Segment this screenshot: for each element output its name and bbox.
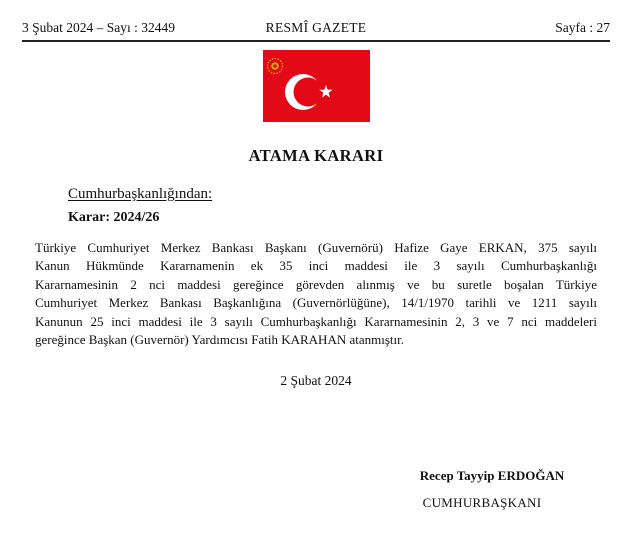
body-line: Kanunun 25 inci maddesi ile 3 sayılı Cumhurbaşkanlığı Kararnamesinin 2, 3 ve 7 nci maddeleri: [35, 313, 597, 329]
decision-date: 2 Şubat 2024: [280, 373, 352, 388]
body-line: gereğince Başkan (Guvernör) Yardımcısı Fatih KARAHAN atanmıştır.: [35, 331, 404, 347]
decision-number: Karar: 2024/26: [68, 210, 160, 225]
publication-name: RESMÎ GAZETE: [265, 20, 367, 35]
issuer-heading: Cumhurbaşkanlığından:: [68, 186, 213, 202]
page-number: Sayfa : 27: [555, 20, 610, 35]
decision-body: [35, 239, 597, 349]
issue-date-number: 3 Şubat 2024 – Sayı : 32449: [22, 20, 176, 35]
page-header: [22, 20, 610, 38]
crescent-inner: [294, 78, 323, 107]
document-title: ATAMA KARARI: [248, 146, 384, 165]
body-line: Türkiye Cumhuriyet Merkez Bankası Başkanı (Guvernörü) Hafize Gaye ERKAN, 375 sayılı: [35, 240, 597, 255]
signer-title: CUMHURBAŞKANI: [422, 495, 542, 510]
header-divider: [22, 40, 610, 42]
signer-name: Recep Tayyip ERDOĞAN: [419, 468, 565, 483]
turkish-flag-with-presidential-seal-icon: [263, 50, 370, 122]
flag-graphic: [263, 50, 370, 122]
body-line: Kararnamesinin 2 nci maddesi gereğince görevden alınmış ve bu suretle boşalan Türkiye: [35, 276, 597, 292]
body-line: Kanun Hükmünde Kararnamenin ek 35 inci maddesi ile 3 sayılı Cumhurbaşkanlığı: [35, 258, 597, 274]
body-line: Cumhuriyet Merkez Bankası Başkanlığına (Guvernörlüğüne), 14/1/1970 tarihli ve 1211 sayılı: [35, 295, 597, 311]
